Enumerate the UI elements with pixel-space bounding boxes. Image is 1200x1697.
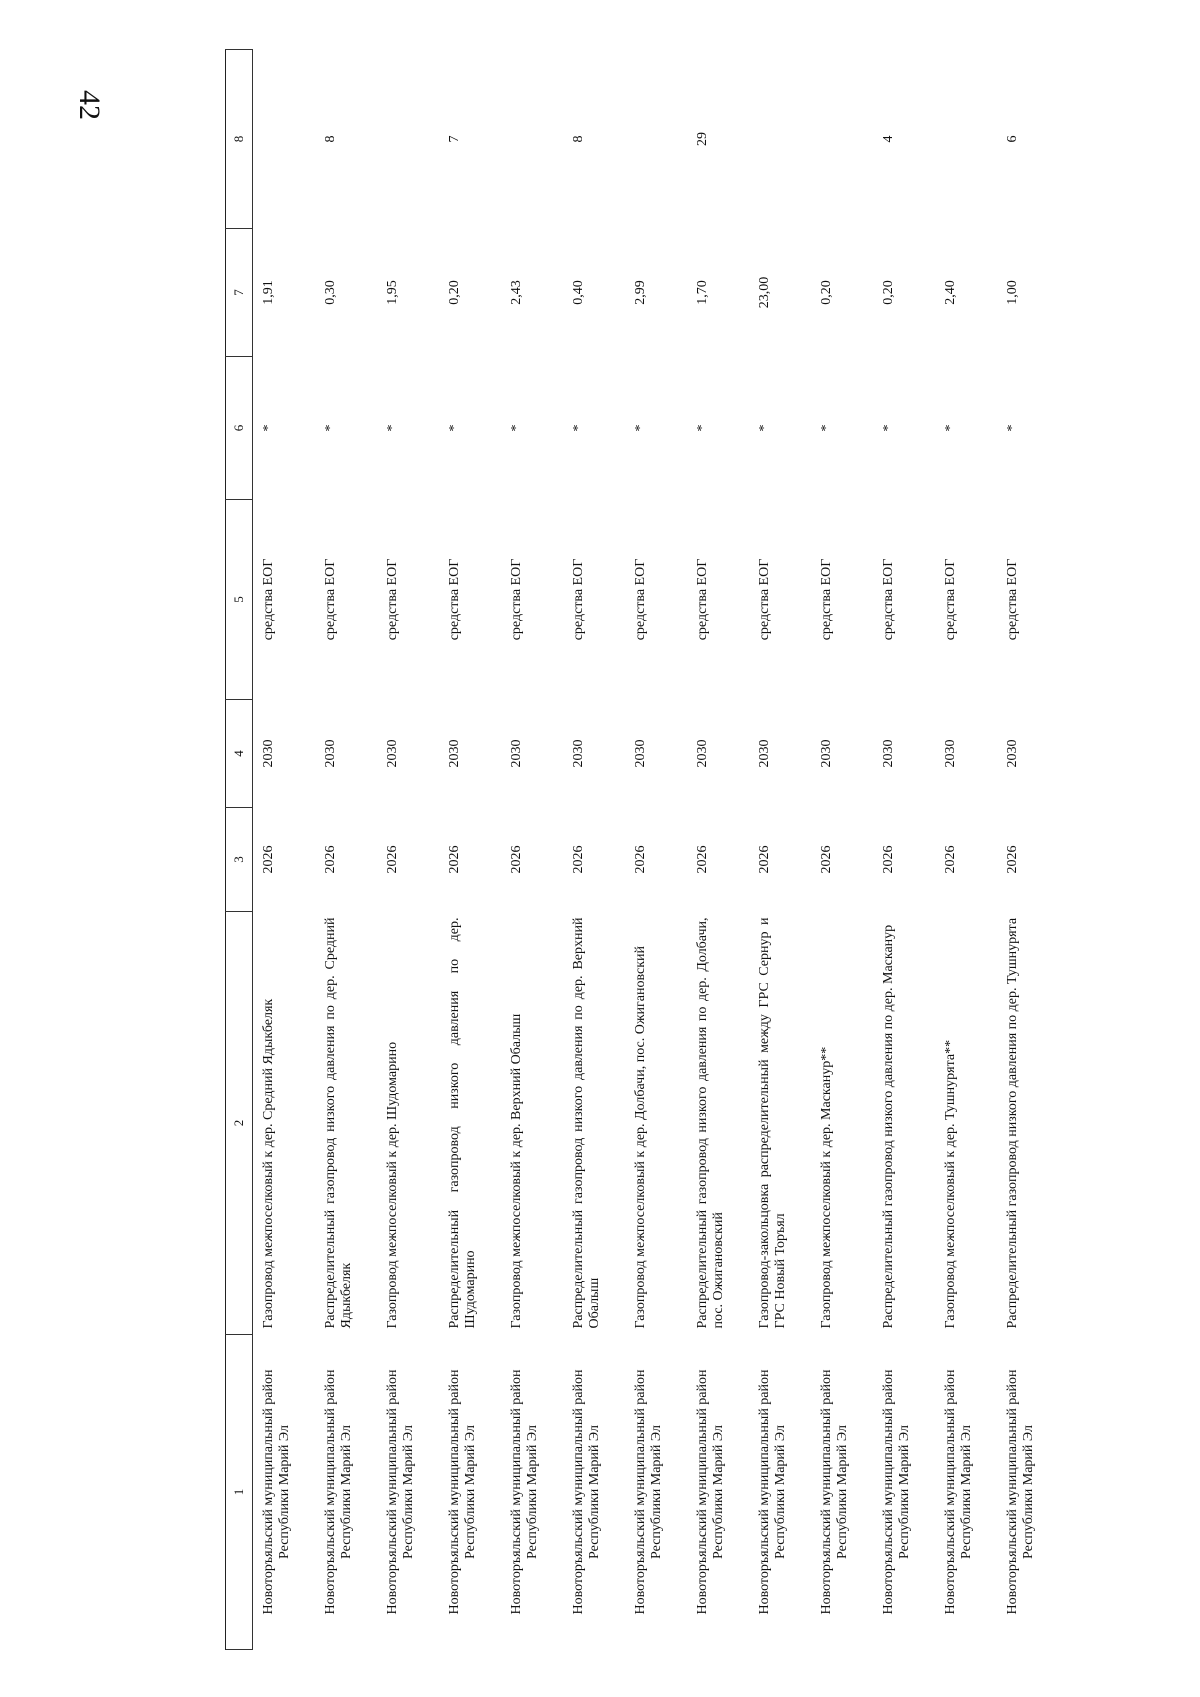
column-header: 5 — [226, 500, 253, 700]
start-year-cell: 2026 — [757, 845, 772, 874]
table-row — [625, 50, 687, 1650]
header-row — [226, 50, 253, 1650]
mark-cell: * — [1005, 424, 1020, 432]
length-cell: 0,20 — [881, 280, 896, 305]
region-cell: Новоторъяльский муниципальный район Республики Марий Эл — [447, 1369, 478, 1615]
column-header: 7 — [226, 229, 253, 357]
object-cell: Газопровод межпоселковый к дер. Шудомарино — [385, 1041, 400, 1329]
object-cell: Газопровод межпоселковый к дер. Средний Ядыкбеляк — [261, 998, 276, 1329]
object-cell: Распределительный газопровод низкого давления по дер. Шудомарино — [447, 917, 478, 1329]
column-header: 2 — [226, 912, 253, 1335]
column-header: 4 — [226, 700, 253, 808]
mark-cell: * — [261, 424, 276, 432]
start-year-cell: 2026 — [571, 845, 586, 874]
start-year-cell: 2026 — [819, 845, 834, 874]
region-cell: Новоторъяльский муниципальный район Республики Марий Эл — [943, 1369, 974, 1615]
object-cell: Распределительный газопровод низкого давления по дер. Верхний Обалыш — [571, 917, 602, 1329]
table-row — [935, 50, 997, 1650]
end-year-cell: 2030 — [385, 739, 400, 768]
object-cell: Газопровод-закольцовка распределительный между ГРС Сернур и ГРС Новый Торъял — [757, 917, 788, 1329]
funding-source-cell: средства ЕОГ — [633, 558, 648, 641]
length-cell: 1,95 — [385, 280, 400, 305]
region-cell: Новоторъяльский муниципальный район Республики Марий Эл — [757, 1369, 788, 1615]
start-year-cell: 2026 — [385, 845, 400, 874]
table-row — [253, 50, 316, 1650]
mark-cell: * — [943, 424, 958, 432]
mark-cell: * — [819, 424, 834, 432]
table-row — [997, 50, 1059, 1650]
funding-source-cell: средства ЕОГ — [757, 558, 772, 641]
count-cell: 6 — [1005, 135, 1020, 143]
mark-cell: * — [385, 424, 400, 432]
object-cell: Газопровод межпоселковый к дер. Тушнурята** — [943, 1039, 958, 1329]
mark-cell: * — [881, 424, 896, 432]
mark-cell: * — [447, 424, 462, 432]
table-row — [439, 50, 501, 1650]
end-year-cell: 2030 — [509, 739, 524, 768]
funding-source-cell: средства ЕОГ — [447, 558, 462, 641]
region-cell: Новоторъяльский муниципальный район Республики Марий Эл — [571, 1369, 602, 1615]
length-cell: 0,20 — [819, 280, 834, 305]
mark-cell: * — [695, 424, 710, 432]
length-cell: 1,70 — [695, 280, 710, 305]
end-year-cell: 2030 — [1005, 739, 1020, 768]
table-body — [253, 50, 1060, 1650]
table-row — [563, 50, 625, 1650]
start-year-cell: 2026 — [323, 845, 338, 874]
object-cell: Газопровод межпоселковый к дер. Долбачи, пос. Ожигановский — [633, 945, 648, 1329]
length-cell: 2,99 — [633, 280, 648, 305]
page-number: 42 — [73, 90, 106, 120]
object-cell: Распределительный газопровод низкого давления по дер. Долбачи, пос. Ожигановский — [695, 917, 726, 1329]
length-cell: 23,00 — [757, 276, 772, 309]
end-year-cell: 2030 — [633, 739, 648, 768]
region-cell: Новоторъяльский муниципальный район Республики Марий Эл — [695, 1369, 726, 1615]
region-cell: Новоторъяльский муниципальный район Республики Марий Эл — [1005, 1369, 1036, 1615]
end-year-cell: 2030 — [695, 739, 710, 768]
region-cell: Новоторъяльский муниципальный район Республики Марий Эл — [261, 1369, 292, 1615]
count-cell — [935, 50, 997, 229]
region-cell: Новоторъяльский муниципальный район Республики Марий Эл — [633, 1369, 664, 1615]
object-cell: Распределительный газопровод низкого давления по дер. Масканур — [881, 924, 896, 1329]
count-cell — [377, 50, 439, 229]
rotated-page-content — [225, 50, 1200, 1650]
column-header: 1 — [226, 1335, 253, 1650]
count-cell: 8 — [571, 135, 586, 143]
table-row — [377, 50, 439, 1650]
start-year-cell: 2026 — [509, 845, 524, 874]
end-year-cell: 2030 — [571, 739, 586, 768]
funding-source-cell: средства ЕОГ — [1005, 558, 1020, 641]
mark-cell: * — [633, 424, 648, 432]
funding-source-cell: средства ЕОГ — [819, 558, 834, 641]
end-year-cell: 2030 — [757, 739, 772, 768]
object-cell: Газопровод межпоселковый к дер. Масканур** — [819, 1046, 834, 1329]
mark-cell: * — [571, 424, 586, 432]
object-cell: Газопровод межпоселковый к дер. Верхний Обалыш — [509, 1013, 524, 1329]
region-cell: Новоторъяльский муниципальный район Республики Марий Эл — [323, 1369, 354, 1615]
count-cell — [501, 50, 563, 229]
column-header: 8 — [226, 50, 253, 229]
end-year-cell: 2030 — [323, 739, 338, 768]
gas-pipeline-table — [225, 49, 1059, 1650]
start-year-cell: 2026 — [881, 845, 896, 874]
funding-source-cell: средства ЕОГ — [695, 558, 710, 641]
length-cell: 1,91 — [261, 280, 276, 305]
region-cell: Новоторъяльский муниципальный район Республики Марий Эл — [881, 1369, 912, 1615]
funding-source-cell: средства ЕОГ — [323, 558, 338, 641]
count-cell — [625, 50, 687, 229]
table-row — [315, 50, 377, 1650]
region-cell: Новоторъяльский муниципальный район Республики Марий Эл — [509, 1369, 540, 1615]
object-cell: Распределительный газопровод низкого давления по дер. Средний Ядыкбеляк — [323, 917, 354, 1329]
table-row — [749, 50, 811, 1650]
length-cell: 0,20 — [447, 280, 462, 305]
start-year-cell: 2026 — [943, 845, 958, 874]
start-year-cell: 2026 — [447, 845, 462, 874]
count-cell: 7 — [447, 135, 462, 143]
count-cell: 29 — [695, 132, 710, 146]
end-year-cell: 2030 — [881, 739, 896, 768]
count-cell: 8 — [323, 135, 338, 143]
funding-source-cell: средства ЕОГ — [385, 558, 400, 641]
start-year-cell: 2026 — [633, 845, 648, 874]
mark-cell: * — [323, 424, 338, 432]
end-year-cell: 2030 — [943, 739, 958, 768]
region-cell: Новоторъяльский муниципальный район Республики Марий Эл — [819, 1369, 850, 1615]
table-row — [811, 50, 873, 1650]
count-cell — [811, 50, 873, 229]
column-header: 6 — [226, 357, 253, 500]
length-cell: 2,43 — [509, 280, 524, 305]
length-cell: 0,30 — [323, 280, 338, 305]
region-cell: Новоторъяльский муниципальный район Республики Марий Эл — [385, 1369, 416, 1615]
count-cell — [253, 50, 316, 229]
count-cell: 4 — [881, 135, 896, 143]
table-row — [687, 50, 749, 1650]
count-cell — [749, 50, 811, 229]
start-year-cell: 2026 — [261, 845, 276, 874]
start-year-cell: 2026 — [1005, 845, 1020, 874]
column-header: 3 — [226, 808, 253, 912]
end-year-cell: 2030 — [261, 739, 276, 768]
mark-cell: * — [509, 424, 524, 432]
funding-source-cell: средства ЕОГ — [571, 558, 586, 641]
table-row — [501, 50, 563, 1650]
start-year-cell: 2026 — [695, 845, 710, 874]
table-row — [873, 50, 935, 1650]
length-cell: 0,40 — [571, 280, 586, 305]
length-cell: 2,40 — [943, 280, 958, 305]
end-year-cell: 2030 — [447, 739, 462, 768]
funding-source-cell: средства ЕОГ — [881, 558, 896, 641]
end-year-cell: 2030 — [819, 739, 834, 768]
object-cell: Распределительный газопровод низкого давления по дер. Тушнурята — [1005, 917, 1020, 1329]
funding-source-cell: средства ЕОГ — [261, 558, 276, 641]
length-cell: 1,00 — [1005, 280, 1020, 305]
funding-source-cell: средства ЕОГ — [943, 558, 958, 641]
funding-source-cell: средства ЕОГ — [509, 558, 524, 641]
mark-cell: * — [757, 424, 772, 432]
